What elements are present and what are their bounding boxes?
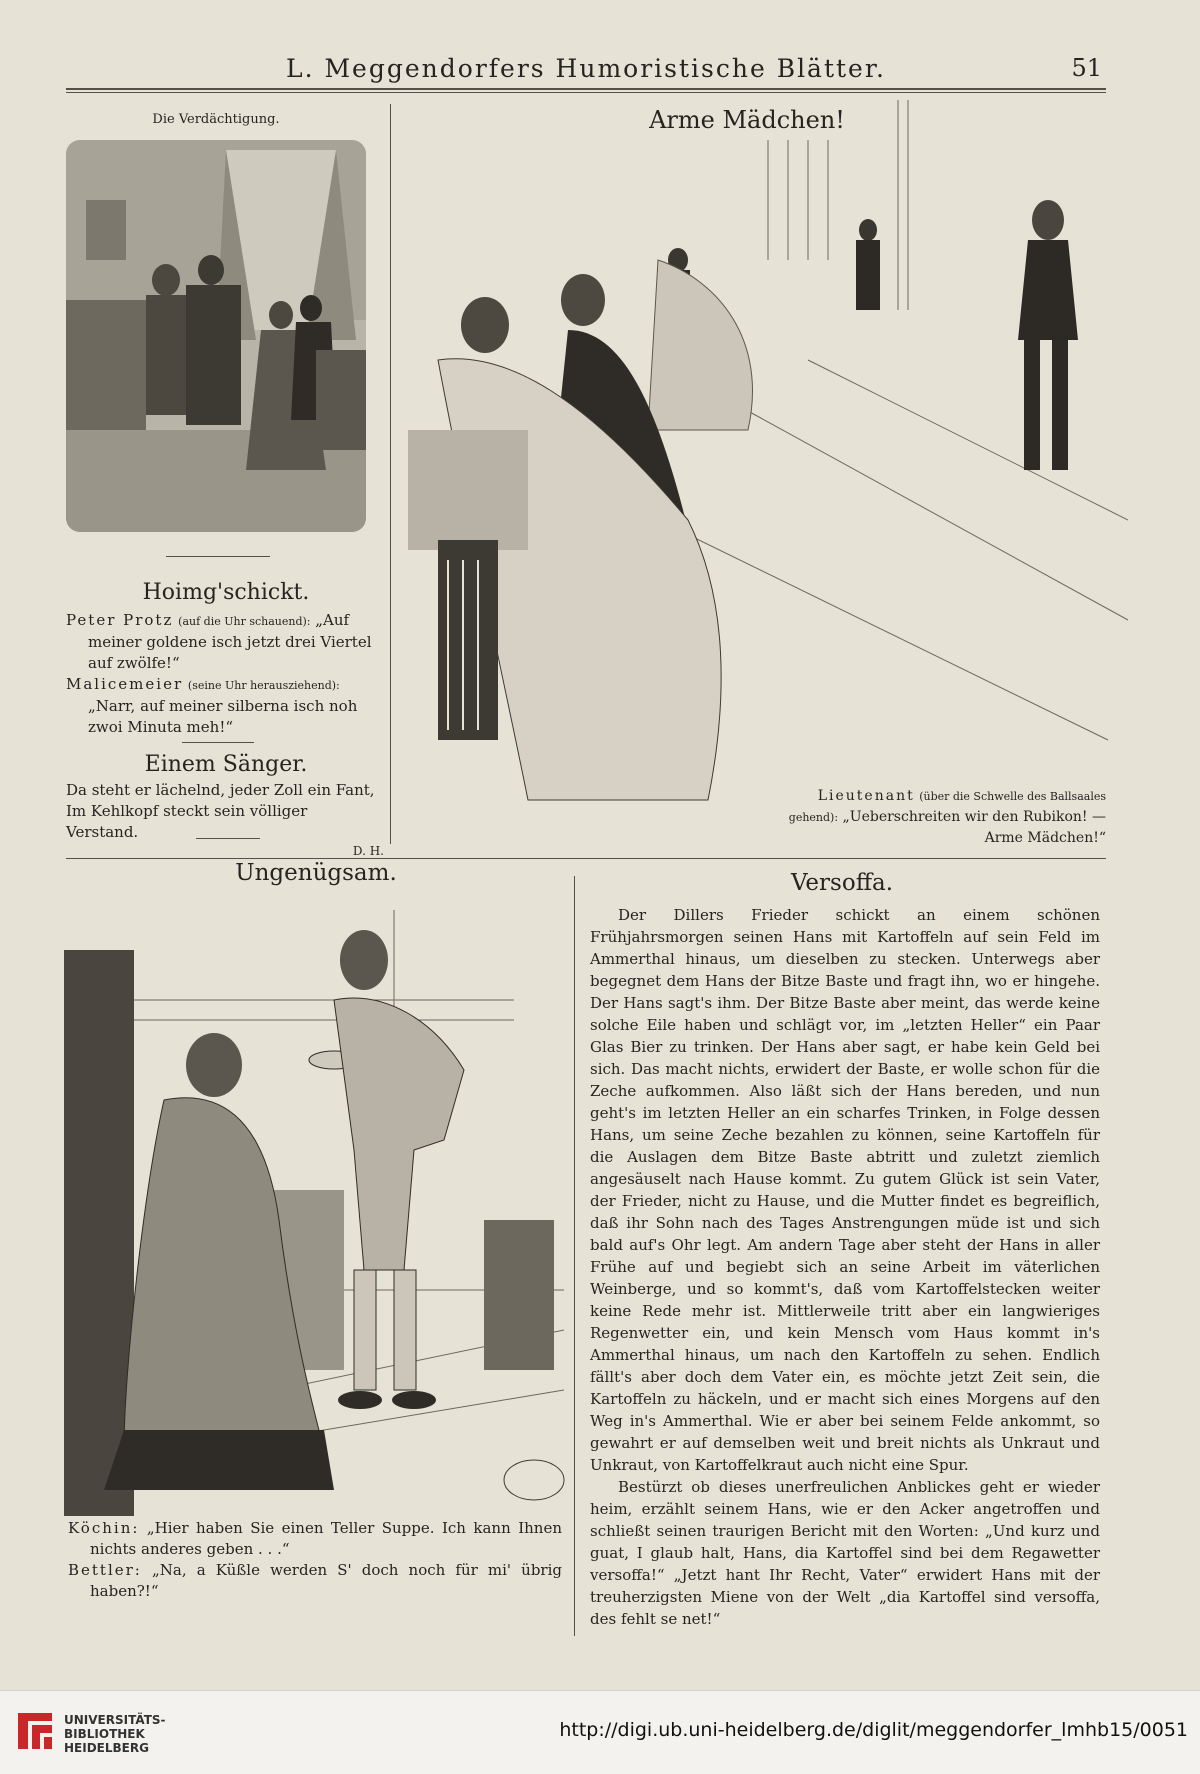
poem-line: Im Kehlkopf steckt sein völliger Verstand. bbox=[66, 802, 308, 841]
dialog-ungenuegsam bbox=[68, 1518, 562, 1602]
poem-signature: D. H. bbox=[352, 844, 384, 858]
speaker-name: Bettler: bbox=[68, 1561, 142, 1579]
divider-short bbox=[182, 742, 254, 743]
poem-title-hoimgschickt: Hoimg'schickt. bbox=[142, 580, 310, 605]
dialog-text: „Narr, auf meiner silberna isch noh zwoi Minuta meh!“ bbox=[88, 697, 358, 736]
header-title: L. Meggendorfers Humoristische Blätter. bbox=[285, 54, 887, 83]
column-rule-top bbox=[390, 104, 391, 844]
institution-line: BIBLIOTHEK bbox=[64, 1727, 145, 1741]
caption-arme-maedchen bbox=[776, 786, 1106, 848]
stage-direction: (über die Schwelle des Ballsaales gehend): bbox=[788, 790, 1106, 824]
poem-line: Da steht er lächelnd, jeder Zoll ein Fant, bbox=[66, 781, 375, 799]
institution-line: HEIDELBERG bbox=[64, 1741, 149, 1755]
dialog-line-malicemeier bbox=[66, 674, 384, 738]
viewer-footer bbox=[0, 1690, 1200, 1774]
article-title-versoffa: Versoffa. bbox=[790, 870, 894, 896]
dialog-text: „Hier haben Sie einen Teller Suppe. Ich kann Ihnen nichts anderes geben . . .“ bbox=[90, 1519, 562, 1558]
article-body-versoffa bbox=[590, 904, 1100, 1630]
poem-hoimgschickt bbox=[66, 610, 384, 738]
dialog-line-bettler bbox=[68, 1560, 562, 1602]
caption-text: „Ueberschreiten wir den Rubikon! — Arme Mädchen!“ bbox=[842, 809, 1106, 846]
header-rule bbox=[66, 88, 1106, 90]
library-logo-icon bbox=[12, 1709, 58, 1755]
header-rule-thin bbox=[66, 92, 1106, 93]
speaker-name: Lieutenant bbox=[817, 788, 915, 804]
divider-short bbox=[166, 556, 270, 557]
dialog-text: „Auf meiner goldene isch jetzt drei Viertel auf zwölfe!“ bbox=[88, 611, 372, 672]
paragraph: Bestürzt ob dieses unerfreulichen Anblickes geht er wieder heim, erzählt seinem Hans, wie er den Acker angetroffen und schließt seinen traurigen Bericht mit den Worten: „Und kurz und guat, I glaub halt, Hans, dia Kartoffel sind bei dem Regawetter versoffa!“ „Jetzt hant Ihr Recht, Vater“ erwidert Hans mit der treuherzigsten Miene von der Welt „dia Kartoffel sind versoffa, des fehlt se net!“ bbox=[590, 1478, 1100, 1628]
paragraph: Der Dillers Frieder schickt an einem schönen Frühjahrsmorgen seinen Hans mit Kartoffeln auf sein Feld im Ammerthal hinaus, um dieselben zu stecken. Unterwegs aber begegnet dem Hans der Bitze Baste und fragt ihn, wo er hingehe. Der Hans sagt's ihm. Der Bitze Baste aber meint, das werde keine solche Eile haben und schlägt vor, im „letzten Heller“ ein Paar Glas Bier zu trinken. Der Hans aber sagt, er habe kein Geld bei sich. Das macht nichts, erwidert der Baste, er wolle schon für die Zeche aufkommen. Also läßt sich der Hans bereden, und nun geht's im letzten Heller an ein scharfes Trinken, in Folge dessen Hans, um seine Zeche bezahlen zu können, seine Kartoffeln für die Auslagen dem Bitze Baste abtritt und zuletzt ziemlich angesäuselt nach Hause kommt. Zu gutem Glück ist sein Vater, der Frieder, nicht zu Hause, und die Mutter findet es begreiflich, daß ihr Sohn nach des Tages Anstrengungen müde ist und sich bald auf's Ohr legt. Am andern Tage aber steht der Hans in aller Frühe auf und begiebt sich an seine Arbeit im väterlichen Weinberge, und so kommt's, daß vom Kartoffelstecken weiter keine Rede mehr ist. Mittlerweile tritt aber ein langwieriges Regenwetter ein, und kein Mensch vom Haus kommt in's Ammerthal hinaus, um nach den Kartoffeln zu sehen. Endlich fällt's aber doch dem Vater ein, es möchte jetzt Zeit sein, die Kartoffeln zu häckeln, und er macht sich eines Morgens auf den Weg in's Ammerthal. Wie er aber bei seinem Felde ankommt, so gewahrt er auf demselben weit und breit nichts als Unkraut und Unkraut, von Kartoffelkraut auch nicht eine Spur. bbox=[590, 906, 1100, 1474]
stage-direction: (seine Uhr herausziehend): bbox=[187, 679, 340, 692]
illustration-verdaechtigung bbox=[66, 140, 366, 532]
page-number: 51 bbox=[1071, 54, 1102, 82]
dialog-text: „Na, a Küßle werden S' doch noch für mi' übrig haben?!“ bbox=[90, 1561, 562, 1600]
institution-name bbox=[64, 1713, 166, 1755]
institution-line: UNIVERSITÄTS- bbox=[64, 1713, 166, 1727]
column-rule-bottom bbox=[574, 876, 575, 1636]
poem-title-einem-saenger: Einem Sänger. bbox=[144, 752, 308, 777]
illustration-beggar-and-cook bbox=[64, 890, 568, 1516]
dialog-line-koechin bbox=[68, 1518, 562, 1560]
stage-direction: (auf die Uhr schauend): bbox=[178, 615, 311, 628]
illustration-caption: Die Verdächtigung. bbox=[152, 112, 280, 127]
page-header bbox=[66, 48, 1106, 88]
dialog-line-peter bbox=[66, 610, 384, 674]
speaker-name: Malicemeier bbox=[66, 675, 184, 693]
article-title-ungenuegsam: Ungenügsam. bbox=[235, 860, 397, 886]
speaker-name: Köchin: bbox=[68, 1519, 140, 1537]
article-title-arme-maedchen: Arme Mädchen! bbox=[649, 106, 845, 134]
speaker-name: Peter Protz bbox=[66, 611, 174, 629]
poem-einem-saenger bbox=[66, 780, 384, 859]
source-url-link[interactable]: http://digi.ub.uni-heidelberg.de/diglit/meggendorfer_lmhb15/0051 bbox=[559, 1719, 1188, 1741]
divider-wavy bbox=[196, 838, 260, 839]
illustration-ballroom bbox=[408, 100, 1128, 816]
